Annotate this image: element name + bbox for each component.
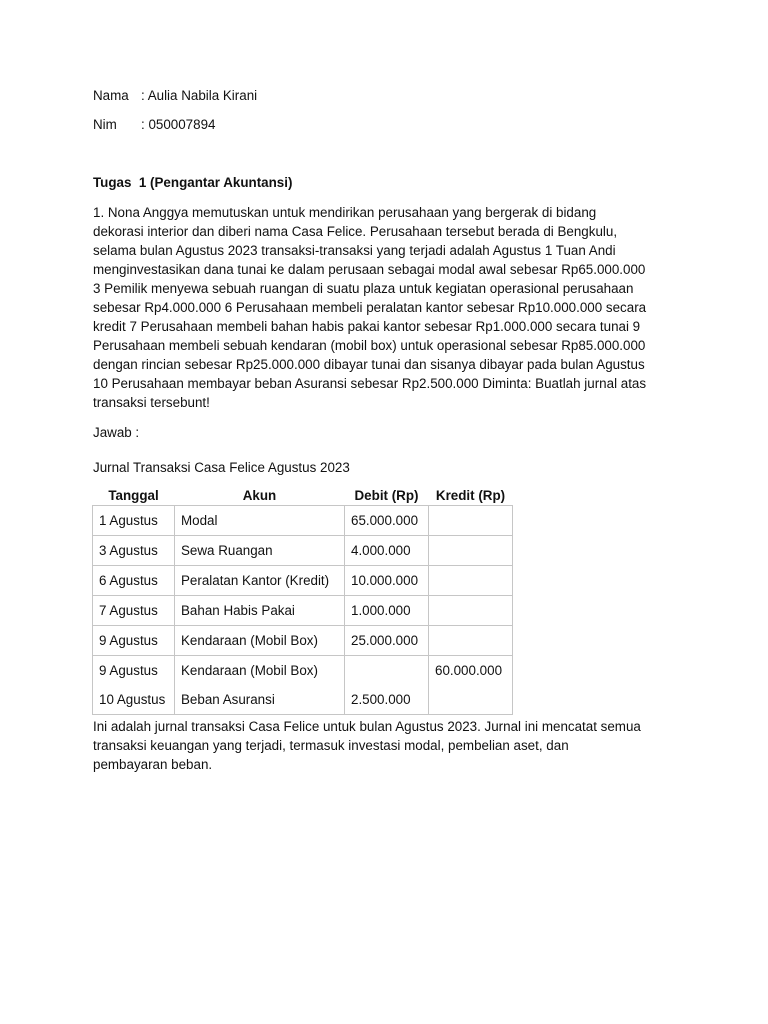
cell-akun: Kendaraan (Mobil Box) bbox=[175, 626, 345, 656]
cell-akun: Bahan Habis Pakai bbox=[175, 596, 345, 626]
cell-kredit bbox=[429, 566, 513, 596]
nim-value: : 050007894 bbox=[141, 117, 216, 132]
header-debit: Debit (Rp) bbox=[354, 487, 419, 503]
table-row bbox=[93, 506, 513, 536]
assignment-title: Tugas 1 (Pengantar Akuntansi) bbox=[93, 175, 293, 190]
cell-debit: 65.000.000 bbox=[345, 506, 429, 536]
header-akun: Akun bbox=[242, 487, 277, 503]
closing-line: pembayaran beban. bbox=[93, 757, 213, 772]
closing-paragraph bbox=[93, 717, 683, 774]
question-line: 1. Nona Anggya memutuskan untuk mendirikan perusahaan yang bergerak di bidang bbox=[93, 205, 597, 220]
cell-akun: Modal bbox=[175, 506, 345, 536]
cell-tanggal: 9 Agustus bbox=[93, 656, 175, 686]
jawab-label: Jawab : bbox=[93, 425, 140, 440]
table-row bbox=[93, 596, 513, 626]
table-row bbox=[93, 685, 513, 715]
cell-kredit: 60.000.000 bbox=[429, 656, 513, 686]
nama-value: : Aulia Nabila Kirani bbox=[141, 88, 258, 103]
cell-akun: Peralatan Kantor (Kredit) bbox=[175, 566, 345, 596]
table-title: Jurnal Transaksi Casa Felice Agustus 2023 bbox=[93, 460, 350, 475]
table-row bbox=[93, 656, 513, 686]
cell-akun: Beban Asuransi bbox=[175, 685, 345, 715]
cell-debit: 4.000.000 bbox=[345, 536, 429, 566]
nim-label: Nim bbox=[93, 117, 117, 132]
table-row bbox=[93, 536, 513, 566]
header-tanggal: Tanggal bbox=[108, 487, 159, 503]
question-line: Perusahaan membeli sebuah kendaran (mobil box) untuk operasional sebesar Rp85.000.000 bbox=[93, 338, 646, 353]
cell-tanggal: 6 Agustus bbox=[93, 566, 175, 596]
question-line: 10 Perusahaan membayar beban Asuransi sebesar Rp2.500.000 Diminta: Buatlah jurnal atas bbox=[93, 376, 647, 391]
cell-debit: 25.000.000 bbox=[345, 626, 429, 656]
table-header-row bbox=[93, 485, 513, 506]
cell-akun: Sewa Ruangan bbox=[175, 536, 345, 566]
cell-kredit bbox=[429, 536, 513, 566]
cell-debit: 1.000.000 bbox=[345, 596, 429, 626]
question-paragraph bbox=[93, 203, 683, 412]
question-line: dekorasi interior dan diberi nama Casa Felice. Perusahaan tersebut berada di Bengkulu, bbox=[93, 224, 618, 239]
cell-kredit bbox=[429, 506, 513, 536]
nim-line bbox=[93, 117, 215, 132]
question-line: selama bulan Agustus 2023 transaksi-transaksi yang terjadi adalah Agustus 1 Tuan Andi bbox=[93, 243, 616, 258]
cell-debit: 10.000.000 bbox=[345, 566, 429, 596]
question-line: transaksi tersebunt! bbox=[93, 395, 210, 410]
question-line: dengan rincian sebesar Rp25.000.000 dibayar tunai dan sisanya dibayar pada bulan Agustus bbox=[93, 357, 645, 372]
cell-kredit bbox=[429, 626, 513, 656]
question-line: menginvestasikan dana tunai ke dalam perusaan sebagai modal awal sebesar Rp65.000.000 bbox=[93, 262, 646, 277]
journal-table bbox=[92, 485, 513, 715]
cell-tanggal: 9 Agustus bbox=[93, 626, 175, 656]
cell-debit: 2.500.000 bbox=[345, 685, 429, 715]
nama-label: Nama bbox=[93, 88, 129, 103]
cell-debit bbox=[345, 656, 429, 686]
cell-kredit bbox=[429, 596, 513, 626]
table-row bbox=[93, 626, 513, 656]
cell-tanggal: 10 Agustus bbox=[93, 685, 175, 715]
cell-tanggal: 1 Agustus bbox=[93, 506, 175, 536]
cell-tanggal: 7 Agustus bbox=[93, 596, 175, 626]
cell-tanggal: 3 Agustus bbox=[93, 536, 175, 566]
nama-line bbox=[93, 88, 257, 103]
closing-line: Ini adalah jurnal transaksi Casa Felice untuk bulan Agustus 2023. Jurnal ini mencatat semua bbox=[93, 719, 641, 734]
cell-kredit bbox=[429, 685, 513, 715]
question-line: sebesar Rp4.000.000 6 Perusahaan membeli peralatan kantor sebesar Rp10.000.000 secara bbox=[93, 300, 647, 315]
table-row bbox=[93, 566, 513, 596]
question-line: 3 Pemilik menyewa sebuah ruangan di suatu plaza untuk kegiatan operasional perusahaan bbox=[93, 281, 634, 296]
question-line: kredit 7 Perusahaan membeli bahan habis pakai kantor sebesar Rp1.000.000 secara tunai 9 bbox=[93, 319, 641, 334]
closing-line: transaksi keuangan yang terjadi, termasuk investasi modal, pembelian aset, dan bbox=[93, 738, 569, 753]
header-kredit: Kredit (Rp) bbox=[435, 487, 506, 503]
cell-akun: Kendaraan (Mobil Box) bbox=[175, 656, 345, 686]
